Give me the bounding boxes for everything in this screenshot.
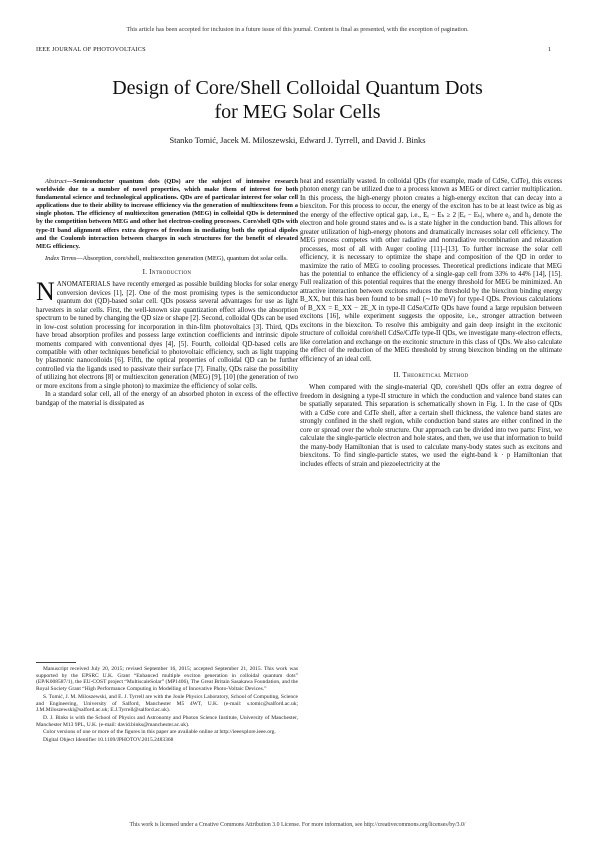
- page-number: 1: [547, 46, 551, 53]
- footnote-affiliation-2: D. J. Binks is with the School of Physics and Astronomy and Photon Science Institute, University of Manchester, Manchester M13 9PL, U.K. (e-mail: david.binks@manchester.ac.uk).: [36, 714, 298, 728]
- section-heading-method: II. Theoretical Method: [393, 371, 469, 379]
- intro-paragraph-1: [36, 277, 298, 391]
- acceptance-notice: This article has been accepted for inclusion in a future issue of this journal. Content is final as presented, with the exception of pagination.: [126, 26, 469, 33]
- abstract: [36, 178, 298, 251]
- footnote-manuscript: Manuscript received July 20, 2015; revised September 16, 2015; accepted September 21, 2015. This work was supported by the EPSRC U.K. Grant “Enhanced multiple exciton generation in colloidal quantum dots” (EP/K008587/1), the EU-COST project “MultiscaleSolar” (MP1406), The Great Britain Sasakawa Foundation, and the Royal Society Grant “High Performance Computing in Modelling of Innovative Photo-Voltaic Devices.”: [36, 666, 298, 693]
- drop-cap: N: [36, 277, 55, 307]
- title-line-1: Design of Core/Shell Colloidal Quantum Dots: [112, 77, 483, 99]
- author-list: Stanko Tomić, Jacek M. Miloszewski, Edward J. Tyrrell, and David J. Binks: [169, 136, 426, 145]
- footnote-rule: [36, 662, 76, 663]
- intro-paragraph-2: In a standard solar cell, all of the energy of an absorbed photon in excess of the effective bandgap of the material is dissipated as: [36, 391, 298, 407]
- method-paragraph-1: When compared with the single-material QD, core/shell QDs offer an extra degree of freedom in designing a type-II structure in which the conduction and valence band states can be spatially separated. This separation is schematically shown in Fig. 1. In the case of QDs with a CdSe core and CdTe shell, after a certain shell thickness, the valence band states are strongly confined in the shell region, while conduction band states are either confined in the core or spread over the whole structure. Our approach can be divided into two parts: First, we calculate the single-particle electron and hole states, and then, we use that information to build the many-body Hamiltonian that is used to calculate many-body states such as excitons and biexcitons. To find single-particle states, we used the eight-band k · p Hamiltonian that includes effects of strain and piezoelectricity at the: [300, 384, 562, 468]
- footnote-doi: Digital Object Identifier 10.1109/JPHOTOV.2015.2483368: [43, 737, 174, 744]
- footnote-color: Color versions of one or more of the figures in this paper are available online at http://ieeexplore.ieee.org.: [43, 729, 276, 736]
- index-terms-label: Index Terms: [45, 254, 77, 262]
- abstract-text: —Semiconductor quantum dots (QDs) are the subject of intensive research worldwide due to a number of novel properties, which make them of interest for both fundamental science and technological applications. QDs are of particular interest for solar cell applications due to their ability to increase efficiency via the generation of multiexcitons from a single photon. The efficiency of multiexciton generation (MEG) in colloidal QDs is determined by the competition between MEG and other hot electron-cooling processes. Core/shell QDs with type-II band alignment offers extra degrees of freedom in mediating both the optical dipoles and the Coulomb interaction between charges in such structures for the benefit of elevated MEG efficiency.: [36, 178, 298, 250]
- footnotes: [36, 666, 298, 745]
- journal-name: IEEE JOURNAL OF PHOTOVOLTAICS: [36, 46, 146, 53]
- right-paragraph-1: heat and essentially wasted. In colloidal QDs (for example, made of CdSe, CdTe), this excess photon energy can be utilized due to a process known as MEG or direct carrier multiplication. In this process, the high-energy photon creates a high-energy exciton that can decay into a biexciton. For this process to occur, the energy of the exciton has to be at least twice as big as the energy of the effective optical gap, i.e., Eₑ − Eₕ ≥ 2 |Eₑ − Eₕ|, where e₀ and h₀ denote the electron and hole ground states and eₙ is a state higher in the conduction band. This allows for greater utilization of high-energy photons and dramatically increases solar cell efficiency. The MEG process competes with other radiative and nonradiative recombination and relaxation processes, most of all with Auger cooling [11]–[13]. To further increase the solar cell efficiency, it is necessary to optimize the shape and composition of the QD in order to maximize the ratio of MEG to cooling processes. Theoretical predictions indicate that MEG has the potential to enhance the efficiency of a single-gap cell from 33% to 44% [14], [15]. Full realization of this potential requires that the energy threshold for MEG be minimized. An attractive interaction between excitons reduces the threshold by the biexciton binding energy B_XX, but this has been found to be small (∼10 meV) for type-I QDs. Previous calculations of B_XX = E_XX − 2E_X in type-II CdSe/CdTe QDs have found a large repulsion between excitons [16], while experiment suggests the opposite, i.e., stronger attraction between excitons in the biexciton. To resolve this ambiguity and gain deep insight in the excitonic structure of colloidal core/shell CdSe/CdTe type-II QDs, we investigate many-electron effects, like correlation and exchange on the excitonic structure in this class of QDs. We also calculate the effect of the reduction of the MEG threshold by strong biexciton binding on the ultimate efficiency of an ideal cell.: [300, 178, 562, 363]
- intro-lead-word: ANOMATERIALS: [56, 281, 111, 289]
- license-notice: This work is licensed under a Creative Commons Attribution 3.0 License. For more information, see http://creativecommons.org/licenses/by/3.0/: [129, 822, 466, 828]
- left-column: [36, 178, 298, 408]
- intro-paragraph-1-text: have recently emerged as possible building blocks for solar energy conversion devices [1], [2]. One of the most promising types is the semiconductor quantum dot (QD)-based solar cell. QDs possess several advantages for use as light harvesters in solar cells. First, the well-known size quantization effect allows the absorption spectrum to be tuned by changing the QD size or shape [2]. Second, colloidal QDs can be used in low-cost solution processing for incorporation in thin-film photovoltaics [3]. Third, QDs have broad absorption profiles and possess large extinction coefficients and intrinsic dipole moments compared with conventional dyes [4], [5]. Fourth, colloidal QD-based cells are compatible with other techniques beneficial to photovoltaic efficiency, such as light trapping by plasmonic nanocolloids [6]. Fifth, the optical properties of colloidal QD can be further controlled via the ligands used to passivate their surface [7]. Finally, QDs raise the possibility of utilizing hot electrons [8] or multiexciton generation (MEG) [9], [10] (the generation of two or more excitons from a single photon) to maximize the efficiency of solar cells.: [36, 281, 298, 390]
- paper-title: [40, 76, 555, 124]
- title-line-2: for MEG Solar Cells: [214, 101, 381, 123]
- footnote-affiliation-1: S. Tomić, J. M. Miloszewski, and E. J. Tyrrell are with the Joule Physics Laboratory, School of Computing, Science and Engineering, University of Salford, Manchester M5 4WT, U.K. (e-mail: s.tomic@salford.ac.uk; J.M.Miloszewski@salford.ac.uk; E.J.Tyrrell@salford.ac.uk).: [36, 693, 298, 714]
- index-terms: [36, 255, 298, 263]
- section-heading-introduction: I. Introduction: [142, 268, 192, 276]
- index-terms-text: —Absorption, core/shell, multiexciton generation (MEG), quantum dot solar cells.: [76, 254, 288, 262]
- right-column: [300, 178, 562, 469]
- abstract-label: Abstract: [45, 178, 67, 185]
